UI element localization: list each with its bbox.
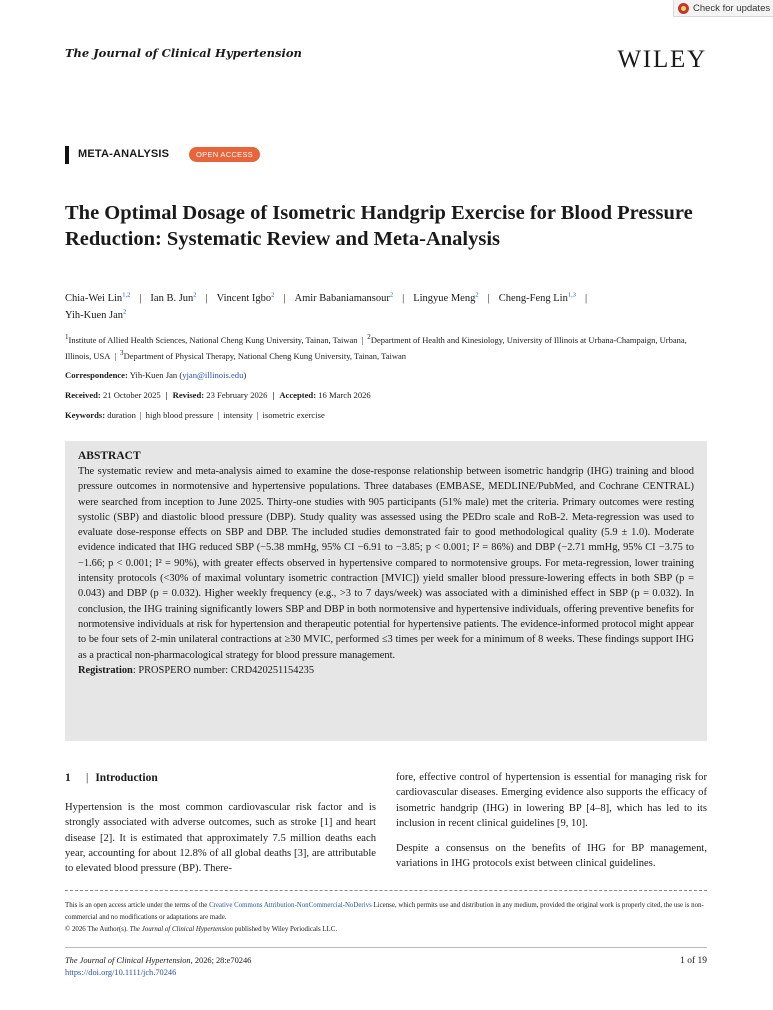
journal-name: The Journal of Clinical Hypertension xyxy=(65,46,302,60)
abstract-box xyxy=(65,441,707,741)
author[interactable]: Lingyue Meng$^2$ xyxy=(413,291,479,304)
open-access-badge: OPEN ACCESS xyxy=(189,147,260,162)
affiliations: $^1$Institute of Allied Health Sciences, National Cheng Kung University, Tainan, Taiwan | $^2$Department of Health and Kinesiology, University of Illinois at Urbana-Champaign, Urbana, Illinois, USA | $^3$Department of Physical Therapy, National Cheng Kung University, Tainan, Taiwan xyxy=(65,333,687,362)
bottom-divider xyxy=(65,947,707,948)
crossmark-icon xyxy=(678,3,689,14)
intro-paragraph: fore, effective control of hypertension is essential for managing risk for cardiovascular diseases. Emerging evidence also supports the efficacy of isometric handgrip (IHG) in lowering BP [4–8], which has led to its inclusion in recent clinical guidelines [9, 10]. xyxy=(396,772,707,829)
license-link[interactable]: Creative Commons Attribution-NonCommercial-NoDerivs xyxy=(209,902,372,909)
abstract-heading: ABSTRACT xyxy=(78,450,141,462)
email-link[interactable]: yjan@illinois.edu xyxy=(182,370,244,380)
article-dates: Received: 21 October 2025 | Revised: 23 February 2026 | Accepted: 16 March 2026 xyxy=(65,390,371,400)
section-heading-introduction: 1 | Introduction xyxy=(65,772,158,784)
intro-right-column xyxy=(396,770,707,872)
abstract-text: The systematic review and meta-analysis aimed to examine the dose-response relationship between isometric handgrip (IHG) training and blood pressure outcomes in normotensive and hypertensive populations. Three databases (EMBASE, MEDLINE/PubMed, and Cochrane CENTRAL) were searched from inception to June 2025. Thirty-one studies with 905 participants (51% male) met the criteria. Primary outcomes were resting systolic (SBP) and diastolic blood pressure (DBP). Study quality was assessed using the PEDro scale and RoB-2. Meta-regression was used to evaluate dose-response effects on SBP and DBP. The included studies demonstrated fair to good methodological quality (5.9 ± 1.0). Moderate evidence indicated that IHG reduced SBP (−5.38 mmHg, 95% CI −6.91 to −3.85; p < 0.001; I² = 86%) and DBP (−2.71 mmHg, 95% CI −3.75 to −1.66; p < 0.001; I² = 90%), with greater effects observed in hypertensive compared to normotensive groups. For meta-regression, lower training intensity protocols (<30% of maximal voluntary isometric contraction [MVIC]) yield smaller blood pressure-lowering effects in both SBP (p = 0.043) and DBP (p = 0.032). Higher weekly frequency (e.g., >3 to 7 days/week) was associated with a diminished effect in SBP (p = 0.032). In conclusion, the IHG training significantly lowers SBP and DBP in both normotensive and hypertensive individuals, offering preventive benefits for normotensive individuals at risk for hypertension and therapeutic potential for hypertensive patients. The evidence-informed protocol might appear to be four sets of 2-min unilateral contractions at ≥30 MVIC, performed ≤3 times per week for a minimum of 8 weeks. These findings support IHG as a practical non-pharmacological strategy for blood pressure management. xyxy=(78,466,694,661)
article-title: The Optimal Dosage of Isometric Handgrip Exercise for Blood Pressure Reduction: Systematic Review and Meta-Analysis xyxy=(65,202,693,250)
intro-left-column xyxy=(65,800,376,876)
page-number: 1 of 19 xyxy=(680,956,707,966)
publisher-logo: WILEY xyxy=(617,46,707,73)
check-for-updates-label: Check for updates xyxy=(693,2,771,14)
article-type: META-ANALYSIS xyxy=(78,148,170,160)
footer-divider xyxy=(65,890,707,891)
citation: The Journal of Clinical Hypertension, 2026; 28:e70246 xyxy=(65,956,252,965)
intro-paragraph: Despite a consensus on the benefits of IHG for BP management, variations in IHG protocols exist between clinical guidelines. xyxy=(396,843,707,870)
author-list: Chia-Wei Lin$^{1,2}$ | Ian B. Jun$^2$ | Vincent Igbo$^2$ | Amir Babaniamansour$^2$ | Lingyue Meng$^2$ | Cheng-Feng Lin$^{1,3}$ | Yih-Kuen Jan$^2$ xyxy=(65,291,588,321)
keywords: Keywords: duration | high blood pressure | intensity | isometric exercise xyxy=(65,410,325,420)
author[interactable]: Cheng-Feng Lin$^{1,3}$ xyxy=(498,291,576,304)
license-text: This is an open access article under the terms of the Creative Commons Attribution-NonCommercial-NoDerivs License, which permits use and distribution in any medium, provided the original work is properly cited, the use is non-commercial and no modifications or adaptations are made. xyxy=(65,902,704,921)
check-for-updates-button[interactable] xyxy=(673,0,773,17)
author[interactable]: Vincent Igbo$^2$ xyxy=(216,291,275,304)
author[interactable]: Amir Babaniamansour$^2$ xyxy=(294,291,394,304)
registration: Registration: PROSPERO number: CRD420251154235 xyxy=(78,664,315,676)
author[interactable]: Yih-Kuen Jan$^2$ xyxy=(65,308,127,321)
author[interactable]: Chia-Wei Lin$^{1,2}$ xyxy=(65,291,131,304)
copyright: © 2026 The Author(s). The Journal of Clinical Hypertension published by Wiley Periodicals LLC. xyxy=(65,926,338,933)
doi-link[interactable]: https://doi.org/10.1111/jch.70246 xyxy=(65,968,177,977)
author[interactable]: Ian B. Jun$^2$ xyxy=(150,291,197,304)
section-marker xyxy=(65,146,69,164)
correspondence: Correspondence: Yih-Kuen Jan (yjan@illinois.edu) xyxy=(65,370,247,380)
intro-paragraph: Hypertension is the most common cardiovascular risk factor and is strongly associated with adverse outcomes, such as stroke [1] and heart disease [2]. It is estimated that approximately 7.5 million deaths each year, accounting for about 12.8% of all global deaths [3], are attributable to elevated blood pressure (BP). There- xyxy=(65,802,376,875)
